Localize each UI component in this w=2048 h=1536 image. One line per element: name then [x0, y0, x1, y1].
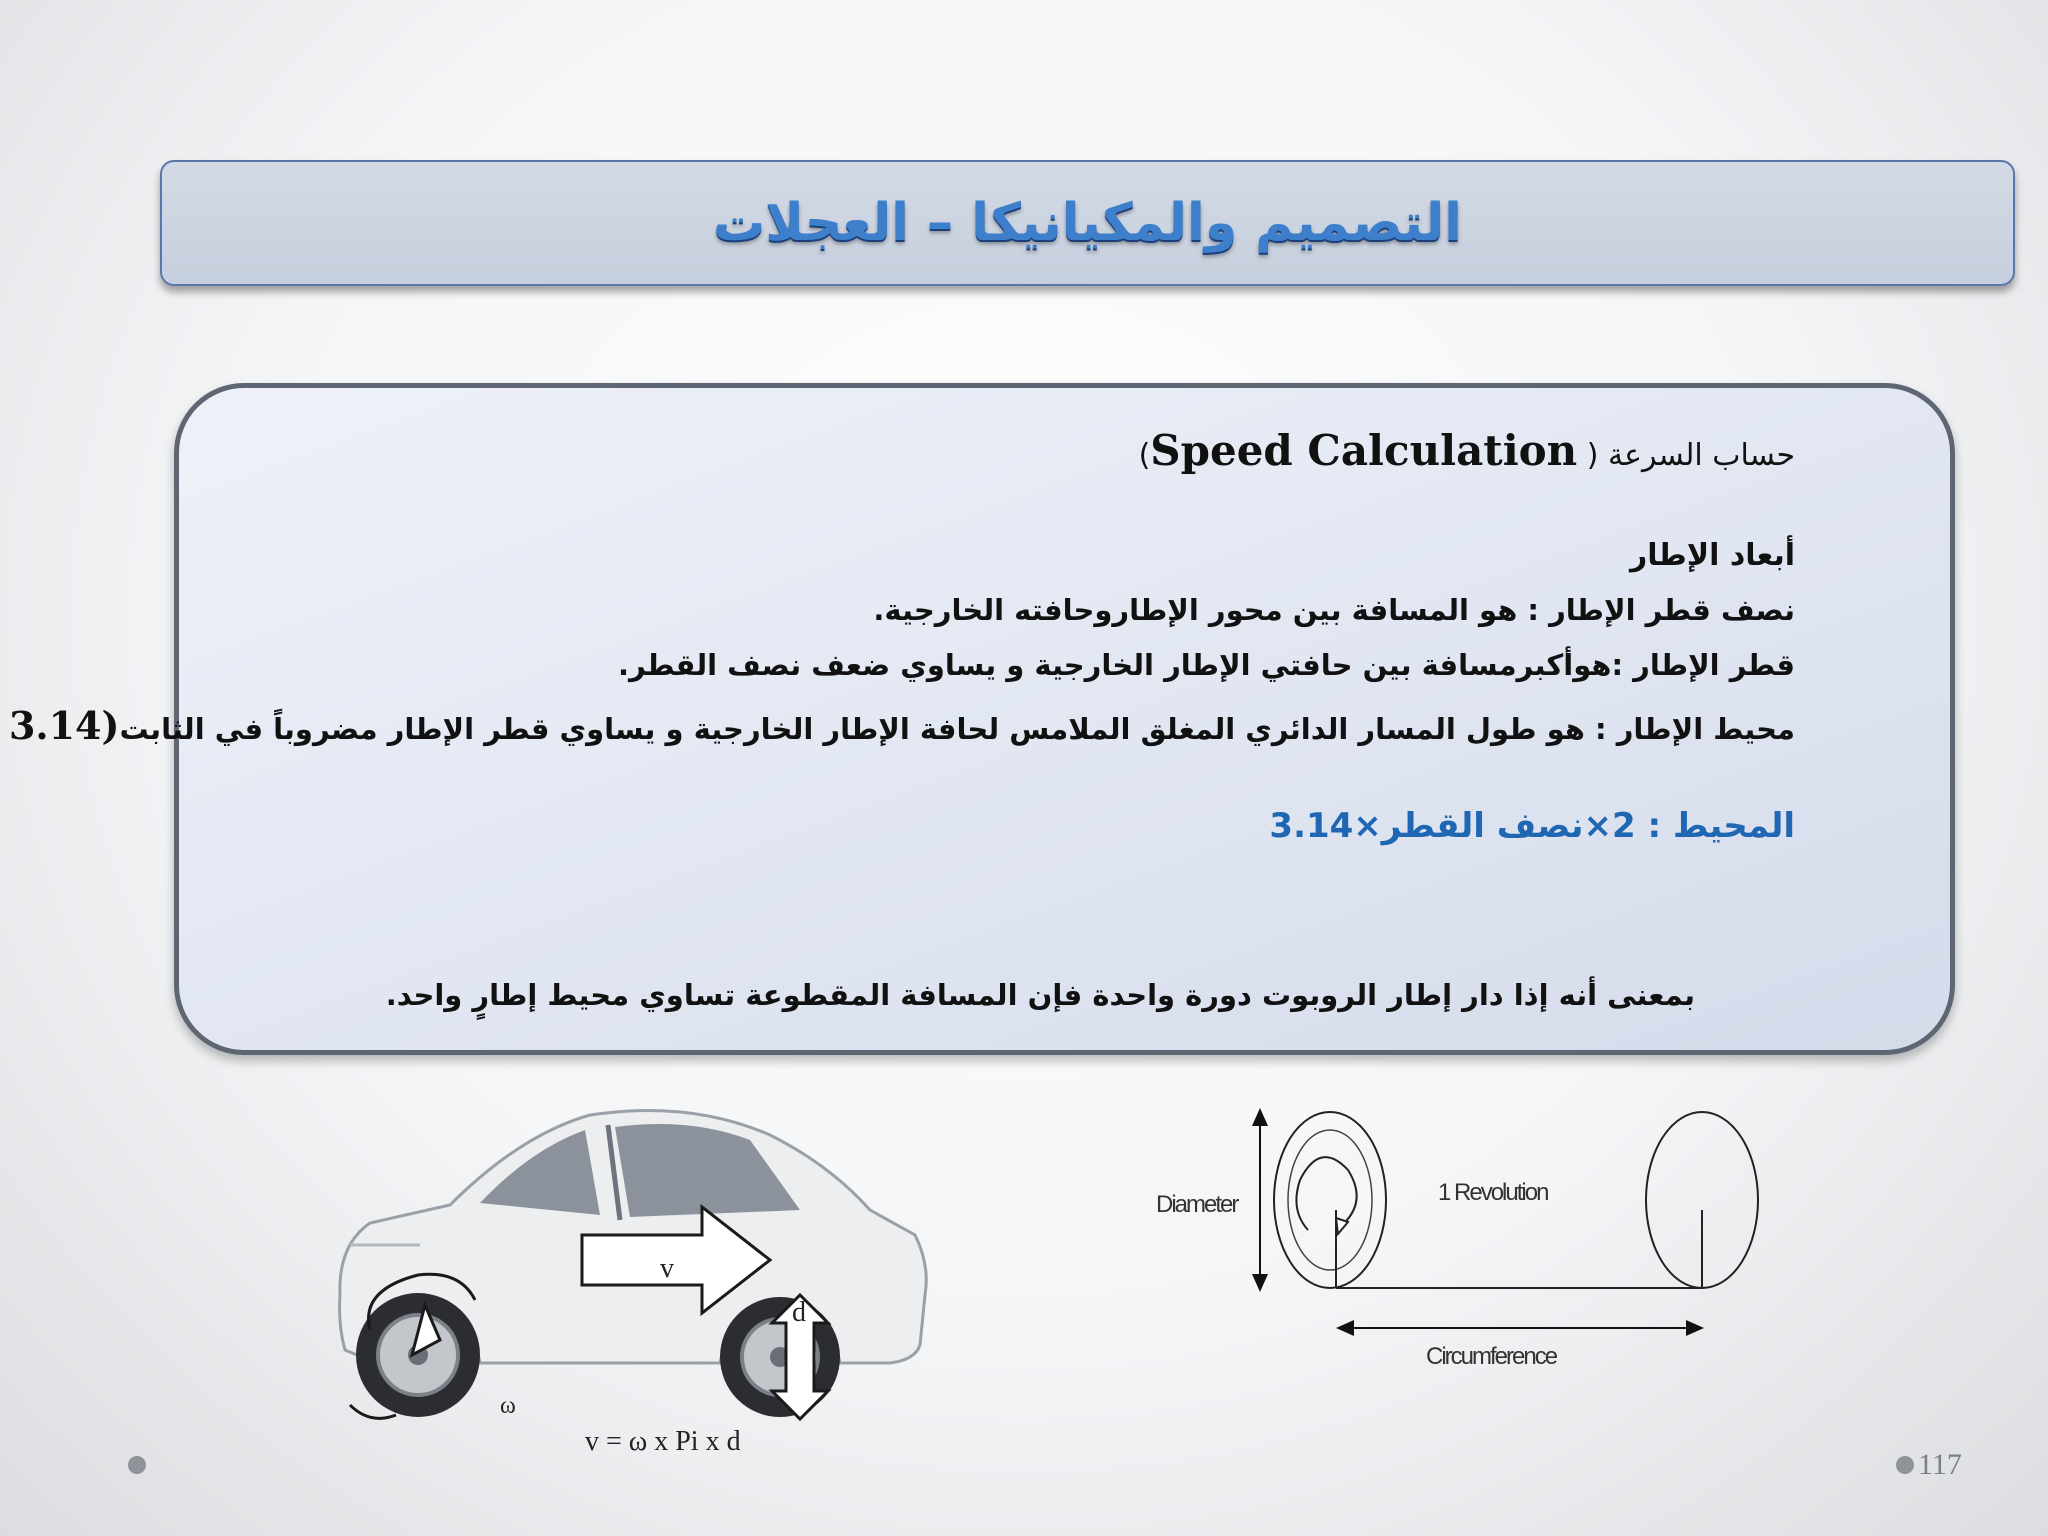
velocity-label: v — [660, 1253, 674, 1284]
revolution-label: 1 Revolution — [1438, 1179, 1548, 1206]
slide-title: التصميم والمكيانيكا – العجلات — [713, 193, 1462, 253]
circumference-formula: المحيط : 2×نصف القطر×3.14 — [1269, 806, 1795, 846]
heading-close: ) — [1138, 438, 1151, 473]
radius-definition: نصف قطر الإطار : هو المسافة بين محور الإطاروحافته الخارجية. — [873, 593, 1795, 627]
diameter-label-car: d — [792, 1297, 806, 1328]
circumference-constant: (3.14 — [8, 703, 120, 748]
wheel-revolution-figure — [1140, 1100, 1790, 1380]
summary-text: بمعنى أنه إذا دار إطار الروبوت دورة واحدة فإن المسافة المقطوعة تساوي محيط إطارٍ واحد. — [385, 978, 1695, 1012]
footer-dot-left — [128, 1456, 146, 1474]
car-figure — [330, 1095, 930, 1465]
heading-arabic: حساب السرعة ( — [1586, 438, 1795, 473]
title-bar — [160, 160, 2015, 286]
circumference-text: محيط الإطار : هو طول المسار الدائري المغلق الملامس لحافة الإطار الخارجية و يساوي قطر الإطار مضروباً في الثابت — [119, 712, 1795, 746]
speed-equation: v = ω x Pi x d — [585, 1426, 741, 1457]
dimensions-title: أبعاد الإطار — [1630, 538, 1795, 573]
circumference-label: Circumference — [1426, 1343, 1557, 1370]
omega-label: ω — [500, 1393, 516, 1419]
start-wheel — [1274, 1112, 1386, 1288]
page-number: 117 — [1918, 1448, 1962, 1481]
section-heading — [1139, 426, 1795, 475]
rotation-indicator — [1296, 1157, 1356, 1230]
diameter-definition: قطر الإطار :هوأكبرمسافة بين حافتي الإطار الخارجية و يساوي ضعف نصف القطر. — [618, 648, 1795, 682]
footer-dot-right — [1896, 1456, 1914, 1474]
content-box — [8, 383, 1955, 1055]
diameter-label: Diameter — [1156, 1191, 1238, 1218]
circumference-definition — [9, 703, 1795, 748]
heading-english: Speed Calculation — [1150, 426, 1578, 475]
